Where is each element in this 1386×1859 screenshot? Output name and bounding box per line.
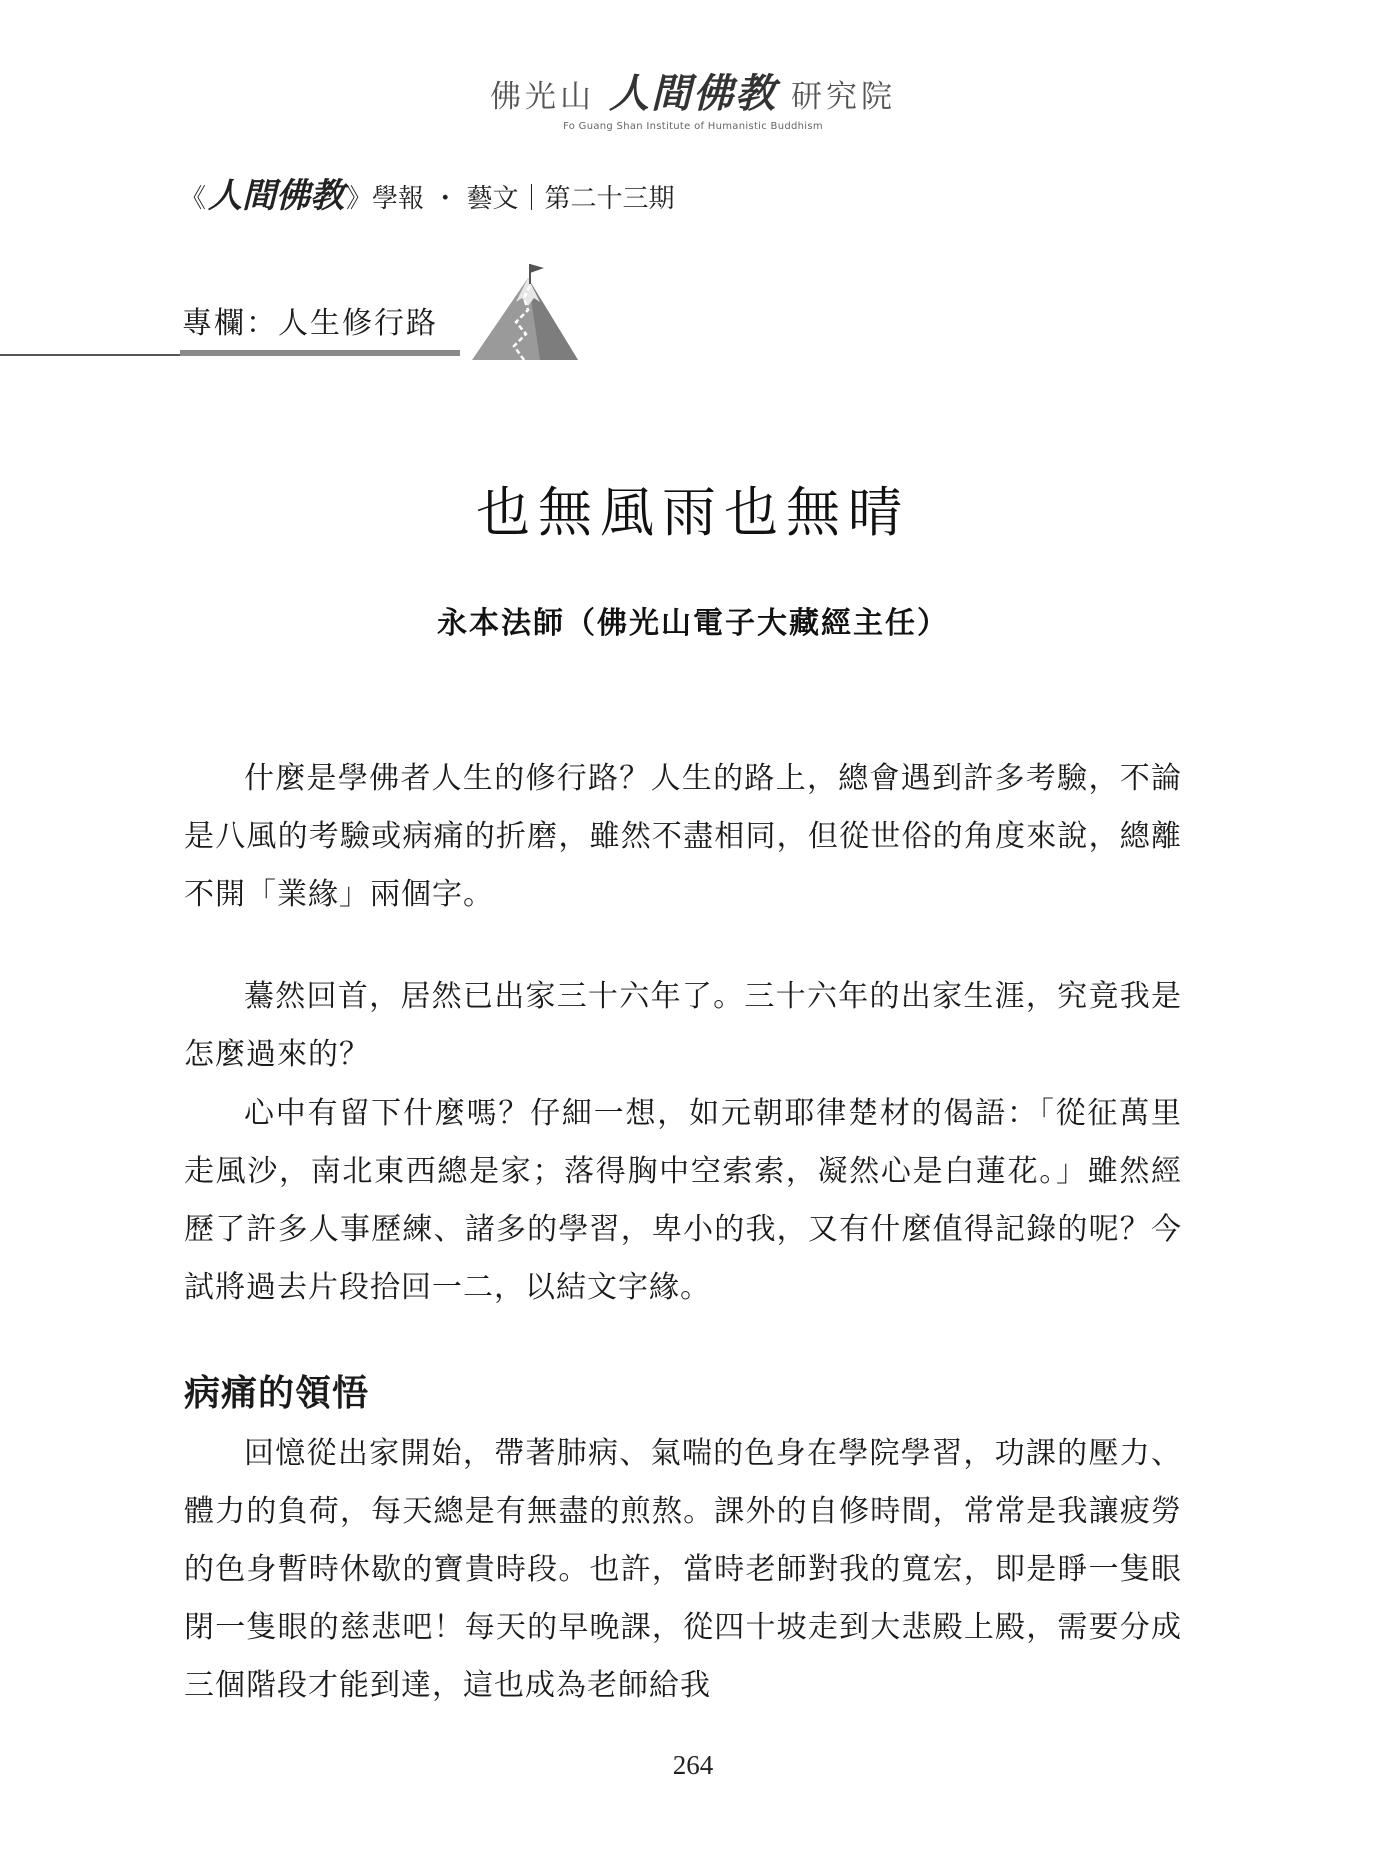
body-paragraph: 驀然回首，居然已出家三十六年了。三十六年的出家生涯，究竟我是怎麼過來的？ [184,979,1182,1072]
journal-open-bracket: 《 [180,184,207,214]
mountain-flag-icon [470,262,580,362]
body-paragraph: 回憶從出家開始，帶著肺病、氣喘的色身在學院學習，功課的壓力、體力的負荷，每天總是有無盡的煎熬。課外的自修時間，常常是我讓疲勞的色身暫時休歇的寶貴時段。也許，當時老師對我的寬宏，即是睜一隻眼閉一隻眼的慈悲吧！每天的早晚課，從四十坡走到大悲殿上殿，需要分成三個階段才能到達，這也成為老師給我 [184,1436,1182,1703]
body-paragraph: 心中有留下什麼嗎？仔細一想，如元朝耶律楚材的偈語：「從征萬里走風沙，南北東西總是家；落得胸中空索索，凝然心是白蓮花。」雖然經歷了許多人事歷練、諸多的學習，卑小的我，又有什麼值得記錄的呢？今試將過去片段拾回一二，以結文字緣。 [184,1096,1182,1305]
institute-suffix: 研究院 [791,79,896,115]
section-heading: 病痛的領悟 [184,1372,370,1414]
institute-name [0,62,1386,119]
column-label: 專欄：人生修行路 [182,306,438,341]
journal-line [180,168,675,217]
institute-english-name: Fo Guang Shan Institute of Humanistic Buddhism [563,121,823,132]
journal-issue: 》學報 ・ 藝文｜第二十三期 [346,184,675,214]
institute-brand-logo: 人間佛教 [609,70,777,117]
column-rule [0,354,180,356]
column-label-underline [180,350,460,356]
intro-paragraph: 什麼是學佛者人生的修行路？人生的路上，總會遇到許多考驗，不論是八風的考驗或病痛的折磨，雖然不盡相同，但從世俗的角度來說，總離不開「業緣」兩個字。 [184,761,1182,912]
page-number: 264 [672,1750,714,1780]
institute-header [0,62,1386,132]
journal-brand: 人間佛教 [208,176,345,216]
article-title: 也無風雨也無晴 [476,481,910,544]
institute-prefix: 佛光山 [490,79,595,115]
article-author: 永本法師（佛光山電子大藏經主任） [437,606,949,641]
